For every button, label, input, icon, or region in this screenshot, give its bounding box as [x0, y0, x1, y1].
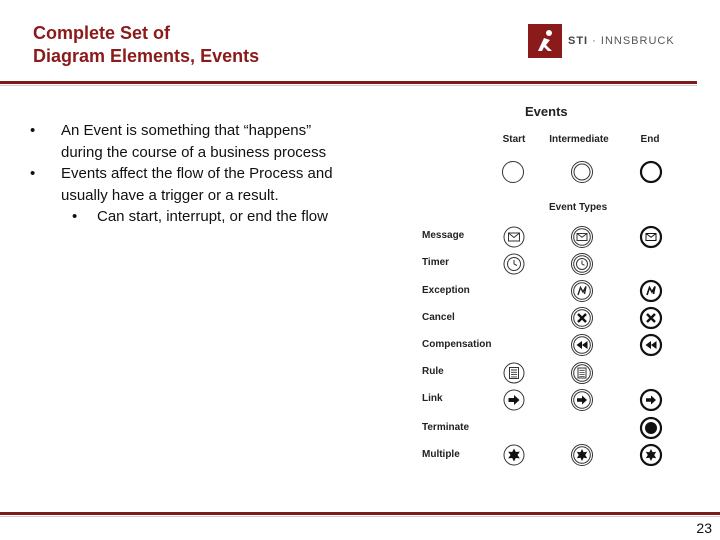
- end-compensation-rewind-icon: [639, 333, 663, 357]
- bullet-text: An Event is something that “happens” during the course of a business process: [61, 122, 327, 161]
- start-message-envelope-icon: [502, 225, 526, 249]
- bullet-text: Events affect the flow of the Process and usually have a trigger or a result.: [61, 165, 333, 204]
- logo-name: INNSBRUCK: [600, 35, 675, 47]
- end-exception-lightning-icon: [639, 279, 663, 303]
- slide-title-line-1: Complete Set of: [33, 23, 171, 43]
- intermediate-timer-clock-icon: [570, 252, 594, 276]
- sub-bullet-marker: •: [72, 208, 78, 225]
- intermediate-message-envelope-icon: [570, 225, 594, 249]
- logo-brand: STI: [568, 35, 589, 47]
- sub-bullet-text: Can start, interrupt, or end the flow: [97, 208, 328, 225]
- row-label-cancel: Cancel: [422, 312, 455, 323]
- bullet-marker: •: [30, 122, 36, 139]
- logo-text: [568, 35, 675, 47]
- start-link-arrow-right-icon: [502, 388, 526, 412]
- intermediate-cancel-x-icon: [570, 306, 594, 330]
- start-timer-clock-icon: [502, 252, 526, 276]
- logo-mark-icon: [528, 24, 562, 58]
- page-number: 23: [696, 520, 712, 536]
- event-types-title: Event Types: [549, 202, 608, 213]
- end-link-arrow-right-icon: [639, 388, 663, 412]
- intermediate-exception-lightning-icon: [570, 279, 594, 303]
- intermediate-compensation-rewind-icon: [570, 333, 594, 357]
- start-rule-document-icon: [502, 361, 526, 385]
- row-label-exception: Exception: [422, 285, 470, 296]
- row-label-rule: Rule: [422, 366, 444, 377]
- column-header-end: End: [640, 134, 660, 145]
- logo-separator: ·: [588, 35, 601, 47]
- intermediate-multiple-star-icon: [570, 443, 594, 467]
- header-divider-shadow: [0, 85, 697, 86]
- end-terminate-filled-circle-icon: [639, 416, 663, 440]
- row-label-timer: Timer: [422, 257, 450, 268]
- start-event-circle-icon: [501, 160, 525, 184]
- row-label-multiple: Multiple: [422, 449, 460, 460]
- end-multiple-star-icon: [639, 443, 663, 467]
- sti-innsbruck-logo: [528, 24, 678, 60]
- end-cancel-x-icon: [639, 306, 663, 330]
- intermediate-link-arrow-right-icon: [570, 388, 594, 412]
- bullet-item: [30, 120, 350, 163]
- slide-title-line-2: Diagram Elements, Events: [33, 46, 260, 66]
- intermediate-event-circle-icon: [570, 160, 594, 184]
- footer-divider: [0, 512, 720, 515]
- diagram-title: Events: [525, 104, 568, 119]
- bullet-marker: •: [30, 165, 36, 182]
- end-event-circle-icon: [639, 160, 663, 184]
- slide-title: [33, 22, 259, 68]
- bpmn-events-diagram: [418, 100, 718, 475]
- row-label-message: Message: [422, 230, 465, 241]
- row-label-terminate: Terminate: [422, 422, 470, 433]
- column-header-start: Start: [502, 134, 526, 145]
- row-label-compensation: Compensation: [422, 339, 492, 350]
- bullet-list: [30, 120, 350, 228]
- start-multiple-star-icon: [502, 443, 526, 467]
- bullet-item: [30, 163, 350, 206]
- footer-divider-shadow: [0, 516, 720, 517]
- header-divider: [0, 81, 697, 84]
- column-header-intermediate: Intermediate: [549, 134, 609, 145]
- sub-bullet-item: [30, 206, 350, 228]
- intermediate-rule-document-icon: [570, 361, 594, 385]
- end-message-envelope-icon: [639, 225, 663, 249]
- row-label-link: Link: [422, 393, 443, 404]
